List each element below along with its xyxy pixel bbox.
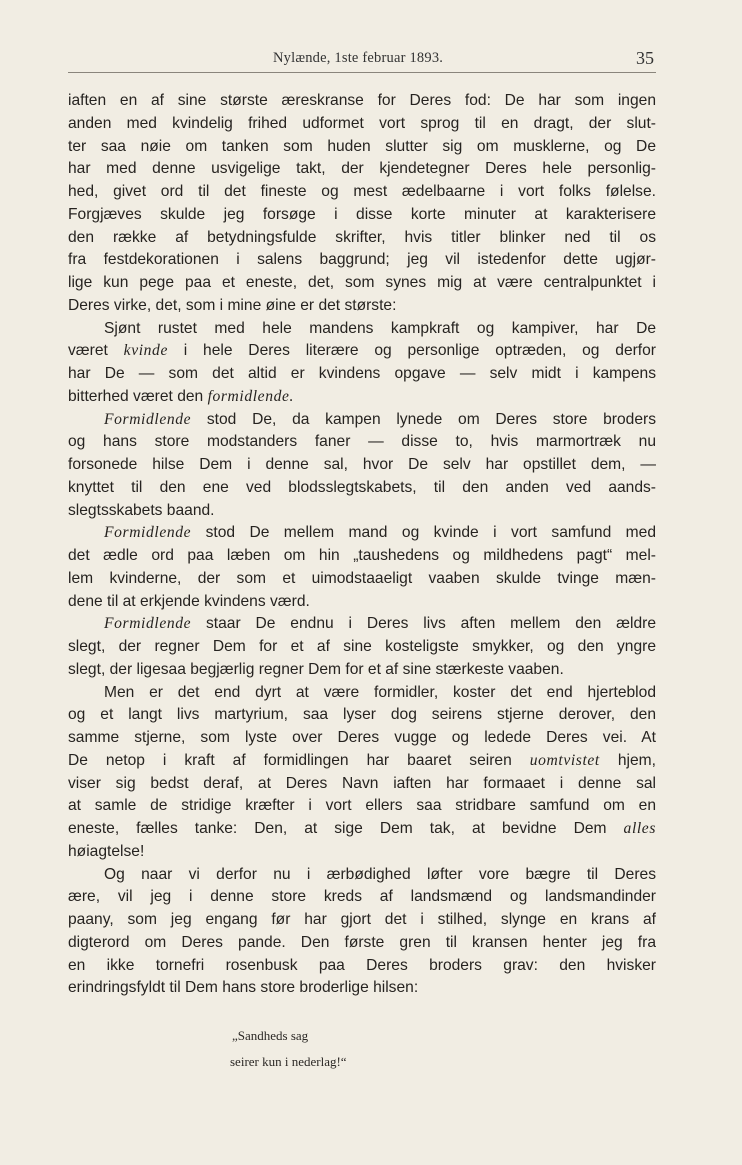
text-line: ter saa nøie om tanken som huden slutter sig om musklerne, og De	[68, 137, 656, 155]
emphasized-word: Formidlende	[104, 524, 192, 542]
emphasized-word: Formidlende	[104, 615, 192, 633]
text-line: hed, givet ord til det fineste og mest ædelbaarne i vort folks følelse.	[68, 183, 656, 200]
emphasized-word: formidlende.	[207, 387, 295, 405]
text-line: slegt, der ligesaa begjærlig regner Dem for et af sine stærkeste vaaben.	[68, 660, 564, 678]
text-line: Sjønt rustet med hele mandens kampkraft og kampiver, har De	[104, 319, 656, 337]
text-line	[68, 409, 656, 432]
text-line	[68, 386, 656, 409]
emphasized-word: alles	[623, 820, 656, 837]
text-line: og hans store modstanders faner — disse to, hvis marmortræk nu	[68, 433, 656, 451]
text-line: anden med kvindelig frihed udformet vort sprog til en dragt, der slut-	[68, 114, 656, 132]
text-line: det ædle ord paa læben om hin „taushedens og mildhedens pagt“ mel-	[68, 547, 656, 564]
text-line: fra festdekorationen i salens baggrund; jeg vil istedenfor dette ugjør-	[68, 251, 656, 269]
text-line: digterord om Deres pande. Den første gren til kransen henter jeg fra	[68, 933, 656, 951]
text-line: Men er det end dyrt at være formidler, koster det end hjerteblod	[104, 683, 656, 701]
emphasized-word: Formidlende	[104, 410, 192, 428]
text-line: knyttet til den ene ved blodsslegtskabets, til den anden ved aands-	[68, 478, 656, 496]
text-line: og et langt livs martyrium, saa lyser dog seirens stjerne derover, den	[68, 706, 656, 724]
text-line: paany, som jeg engang før har gjort det i stilhed, slynge en krans af	[68, 911, 656, 928]
emphasized-word: kvinde	[123, 342, 168, 360]
text-line: den række af betydningsfulde skrifter, hvis titler blinker ned til os	[68, 228, 656, 246]
text-line	[68, 340, 656, 363]
text-line: dene til at erkjende kvindens værd.	[68, 592, 310, 610]
text-line	[68, 613, 656, 636]
verse-line: seirer kun i nederlag!“	[230, 1054, 347, 1069]
text-line: slegtsskabets baand.	[68, 501, 215, 519]
text-line: Og naar vi derfor nu i ærbødighed løfter vore bægre til Deres	[104, 865, 656, 883]
text-run: eneste, fælles tanke: Den, at sige Dem tak, at bevidne Dem	[68, 820, 624, 837]
verse-line: „Sandheds sag	[232, 1028, 309, 1043]
text-line: samme stjerne, som lyste over Deres vugge og ledede Deres vei. At	[68, 729, 656, 746]
text-line	[68, 818, 656, 841]
text-line: iaften en af sine største æreskranse for Deres fod: De har som ingen	[68, 92, 656, 109]
emphasized-word: uomtvistet	[529, 751, 600, 769]
verse-quote	[230, 1023, 347, 1075]
text-run: været	[68, 342, 124, 360]
text-line: har De — som det altid er kvindens opgave — selv midt i kampens	[68, 365, 656, 382]
page-header	[68, 45, 656, 75]
running-head: Nylænde, 1ste februar 1893.	[273, 50, 444, 66]
text-line: forsonede hilse Dem i denne sal, hvor De selv har opstillet dem, —	[68, 456, 656, 473]
text-line: høiagtelse!	[68, 842, 145, 860]
text-line: Forgjæves skulde jeg forsøge i disse korte minuter at karakterisere	[68, 205, 656, 223]
text-line: ære, vil jeg i denne store kreds af landsmænd og landsmandinder	[68, 888, 656, 906]
text-line	[68, 750, 656, 773]
text-run: De netop i kraft af formidlingen har baaret seiren	[68, 751, 530, 769]
page-number: 35	[636, 48, 654, 68]
header-rule	[68, 72, 656, 73]
text-line: slegt, der regner Dem for et af sine kosteligste smykker, og den yngre	[68, 638, 656, 655]
text-line: en ikke tornefri rosenbusk paa Deres broders grav: den hvisker	[68, 956, 656, 974]
text-run: staar De endnu i Deres livs aften mellem den ældre	[191, 615, 656, 633]
text-line: erindringsfyldt til Dem hans store broderlige hilsen:	[68, 979, 419, 997]
text-run: hjem,	[599, 751, 656, 769]
text-line	[68, 522, 656, 545]
text-run: stod De, da kampen lynede om Deres store broders	[191, 410, 656, 428]
text-line: Deres virke, det, som i mine øine er det største:	[68, 296, 397, 314]
text-line: viser sig bedst deraf, at Deres Navn iaften har formaaet i denne sal	[68, 774, 656, 792]
text-line: at samle de stridige kræfter i vort ellers saa stridbare samfund om en	[68, 797, 656, 815]
text-run: stod De mellem mand og kvinde i vort samfund med	[191, 524, 656, 542]
text-run: bitterhed været den	[68, 387, 208, 405]
text-run: i hele Deres literære og personlige optræden, og derfor	[167, 342, 656, 360]
body-text	[68, 90, 656, 1000]
text-line: lige kun pege paa et eneste, det, som synes mig at være centralpunktet i	[68, 274, 656, 291]
text-line: har med denne usvigelige takt, der kjendetegner Deres hele personlig-	[68, 160, 656, 178]
text-line: lem kvinderne, der som et uimodstaaeligt vaaben skulde tvinge mæn-	[68, 569, 656, 587]
